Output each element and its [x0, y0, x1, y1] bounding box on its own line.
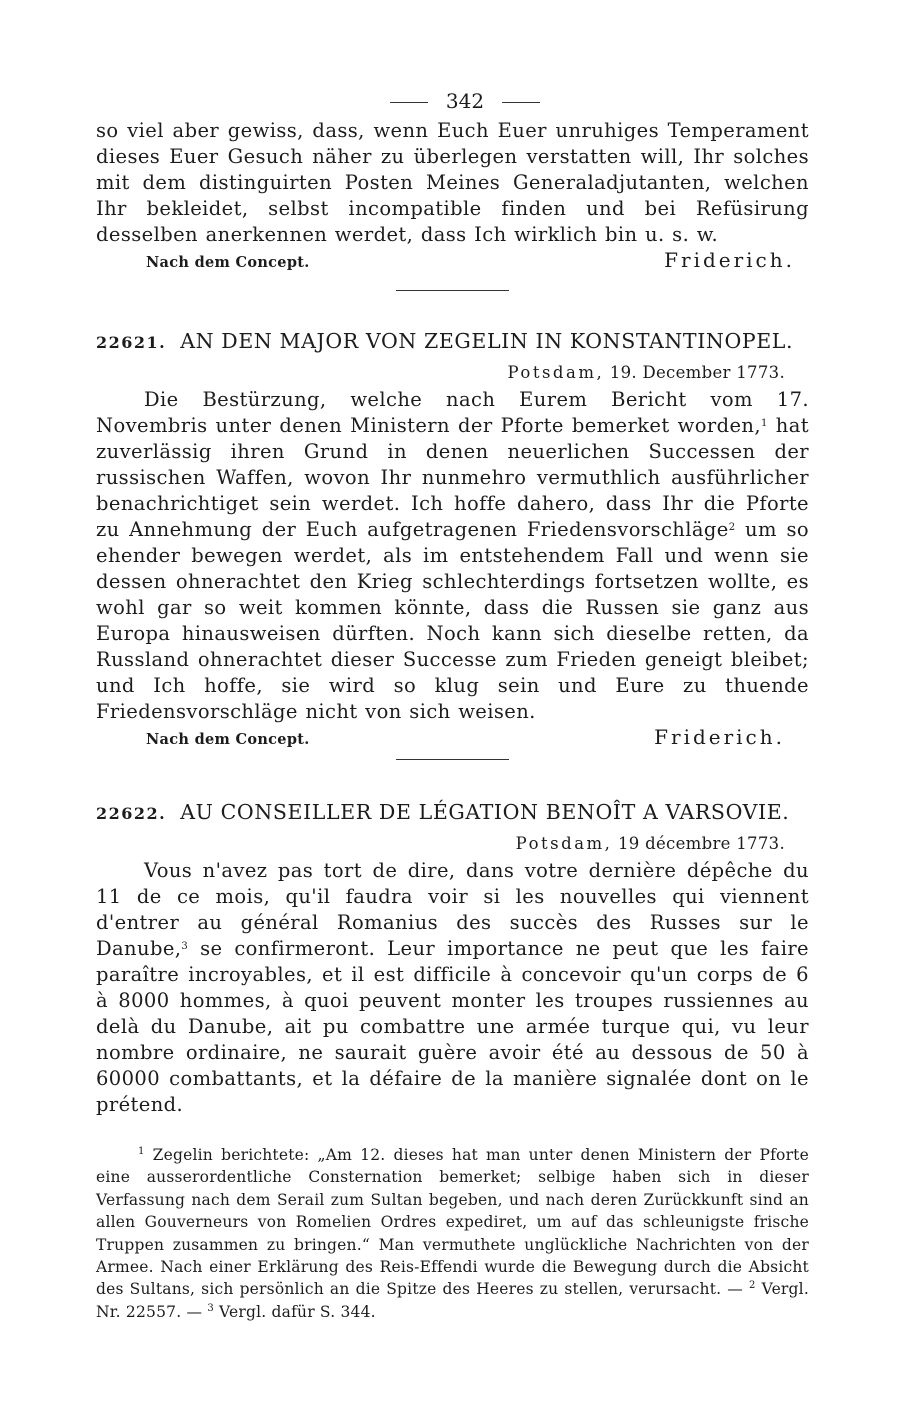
letter-title: AU CONSEILLER DE LÉGATION BENOÎT A VARSOVIE.	[180, 800, 790, 824]
body-text: se confirmeront. Leur importance ne peut que les faire paraître incroyables, et il est difficile à concevoir qu'un corps de 6 à 8000 hommes, à quoi peuvent monter les troupes russiennes au delà du Danube, ait pu combattre une armée turque qui, vu leur nombre ordinaire, ne saurait guère avoir été au dessous de 50 à 60000 combattants, et la défaire de la manière signalée dont on le prétend.	[96, 937, 809, 1116]
footnote-marker-3: 3	[207, 1302, 214, 1314]
letter-number: 22622.	[96, 804, 167, 823]
letter-number: 22621.	[96, 333, 167, 352]
letter-body-22621	[96, 387, 809, 725]
footnote-marker-2: 2	[749, 1280, 756, 1292]
header-dash-right	[502, 102, 540, 103]
dateline-date: 19. December 1773.	[609, 363, 785, 382]
footnote-ref-1: 1	[760, 418, 768, 429]
letter-title: AN DEN MAJOR VON ZEGELIN IN KONSTANTINOPEL.	[180, 329, 794, 353]
section-rule	[396, 290, 509, 291]
letter-heading-22622	[96, 800, 809, 824]
footnote-text-1: Zegelin berichtete: „Am 12. dieses hat man unter denen Ministern der Pforte eine ausserordentliche Consternation bemerket; selbige haben sich in dieser Verfassung nach dem Serail zum Sultan begeben, und nach deren Zurückkunft sind an allen Gouverneurs von Romelien Ordres expediret, um auf das schleunigste frische Truppen zusammen zu bringen.“ Man vermuthete unglückliche Nachrichten von der Armee. Nach einer Erklärung des Reis-Effendi wurde die Bewegung durch die Absicht des Sultans, sich persönlich an die Spitze des Heeres zu stellen, verursacht. —	[96, 1146, 809, 1299]
footnote-text-3: Vergl. dafür S. 344.	[219, 1302, 376, 1321]
letter-heading-22621	[96, 329, 809, 353]
footnote-ref-3: 3	[181, 941, 189, 952]
signature: Friderich.	[664, 248, 795, 272]
letter-body-22622	[96, 858, 809, 1118]
footnote-marker-1: 1	[138, 1146, 145, 1157]
dateline-place: Potsdam,	[507, 363, 605, 382]
page-header	[121, 84, 809, 118]
dateline-22622	[96, 830, 809, 858]
previous-letter-body: so viel aber gewiss, dass, wenn Euch Euer unruhiges Temperament dieses Euer Gesuch näher zu überlegen verstatten will, Ihr solches mit dem distinguirten Posten Meines Generaladjutanten, welchen Ihr bekleidet, selbst incompatible finden und bei Refüsirung desselben anerkennen werdet, dass Ich wirklich bin u. s. w.	[96, 119, 809, 246]
dateline-place: Potsdam,	[515, 834, 613, 853]
letter-closing-22621	[96, 725, 809, 753]
page-number: 342	[445, 89, 485, 113]
footnote-block	[96, 1144, 809, 1323]
body-text: um so ehender bewegen werdet, als im entstehendem Fall und wenn sie dessen ohnerachtet den Krieg schlechterdings fortsetzen wollte, es wohl gar so weit kommen könnte, dass die Russen sie ganz aus Europa hinausweisen dürften. Noch kann sich dieselbe retten, da Russland ohnerachtet dieser Successe zum Frieden geneigt bleibet; und Ich hoffe, sie wird so klug sein und Eure zu thuende Friedensvorschläge nicht von sich weisen.	[96, 518, 809, 723]
body-text: hat zuverlässig ihren Grund in denen neuerlichen Successen der russischen Waffen, wovon Ihr nunmehro vermuthlich ausführlicher benachrichtiget sein werdet. Ich hoffe dahero, dass Ihr die Pforte zu Annehmung der Euch aufgetragenen Friedensvorschläge	[96, 414, 809, 541]
source-note: Nach dem Concept.	[146, 254, 310, 271]
footnote-text-2: Vergl. Nr. 22557. —	[96, 1280, 809, 1321]
dateline-22621	[96, 359, 809, 387]
body-text: Vous n'avez pas tort de dire, dans votre dernière dépêche du 11 de ce mois, qu'il faudra voir si les nouvelles qui viennent d'entrer au général Romanius des succès des Russes sur le Danube,	[96, 859, 809, 960]
section-rule	[396, 759, 509, 760]
page	[96, 84, 809, 1323]
footnotes	[96, 1144, 809, 1323]
header-dash-left	[390, 102, 428, 103]
dateline-date: 19 décembre 1773.	[617, 834, 785, 853]
source-note: Nach dem Concept.	[146, 731, 310, 748]
signature: Friderich.	[654, 725, 785, 749]
previous-letter-closing	[96, 248, 809, 276]
footnote-ref-2: 2	[728, 522, 736, 533]
body-text: Die Bestürzung, welche nach Eurem Bericht vom 17. Novembris unter denen Ministern der Pforte bemerket worden,	[96, 388, 809, 437]
